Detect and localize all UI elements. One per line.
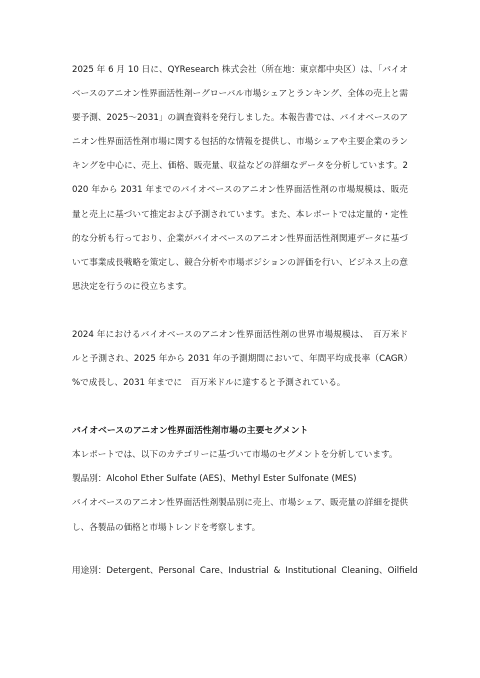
by-usage-line: 用途別：Detergent、Personal Care、Industrial & Institutional Cleaning、Oilfield: [72, 565, 418, 576]
spacer: [72, 395, 408, 419]
document-page: [72, 58, 418, 583]
spacer: [72, 540, 408, 559]
market-size-paragraph: 2024 年におけるバイオベースのアニオン性界面活性剤の世界市場規模は、 百万米ドルと予測され、2025 年から 2031 年の予測期間において、年間平均成長率（CAGR） %で成長し、2031 年までに 百万米ドルに達すると予測されている。: [72, 329, 417, 389]
spacer: [72, 299, 408, 323]
segments-intro: 本レポートでは、以下のカテゴリーに基づいて市場のセグメントを分析しています。: [72, 450, 398, 461]
by-product-line: 製品別：Alcohol Ether Sulfate (AES)、Methyl Ester Sulfonate (MES): [72, 474, 357, 485]
product-description: バイオベースのアニオン性界面活性剤製品別に売上、市場シェア、販売量の詳細を提供し、各製品の価格と市場トレンドを考察します。: [72, 498, 408, 533]
intro-paragraph: 2025 年 6 月 10 日に、QYResearch 株式会社（所在地：東京都中央区）は、「バイオベースのアニオン性界面活性剤ーグローバル市場シェアとランキング、全体の売上と需要予測、2025～2031」の調査資料を発行しました。本報告書では、バイオベースのアニオン性界面活性剤市場に関する包括的な情報を提供し、市場シェアや主要企業のランキングを中心に、売上、価格、販売量、収益などの詳細なデータを分析しています。2020 年から 2031 年までのバイオベースのアニオン性界面活性剤の市場規模は、販売量と売上に基づいて推定および予測されています。また、本レポートでは定量的・定性的な分析も行っており、企業がバイオベースのアニオン性界面活性剤関連データに基づいて事業成長戦略を策定し、競合分析や市場ポジションの評価を行い、ビジネス上の意思決定を行うのに役立ちます。: [72, 65, 408, 292]
segments-heading: バイオベースのアニオン性界面活性剤市場の主要セグメント: [72, 426, 309, 437]
